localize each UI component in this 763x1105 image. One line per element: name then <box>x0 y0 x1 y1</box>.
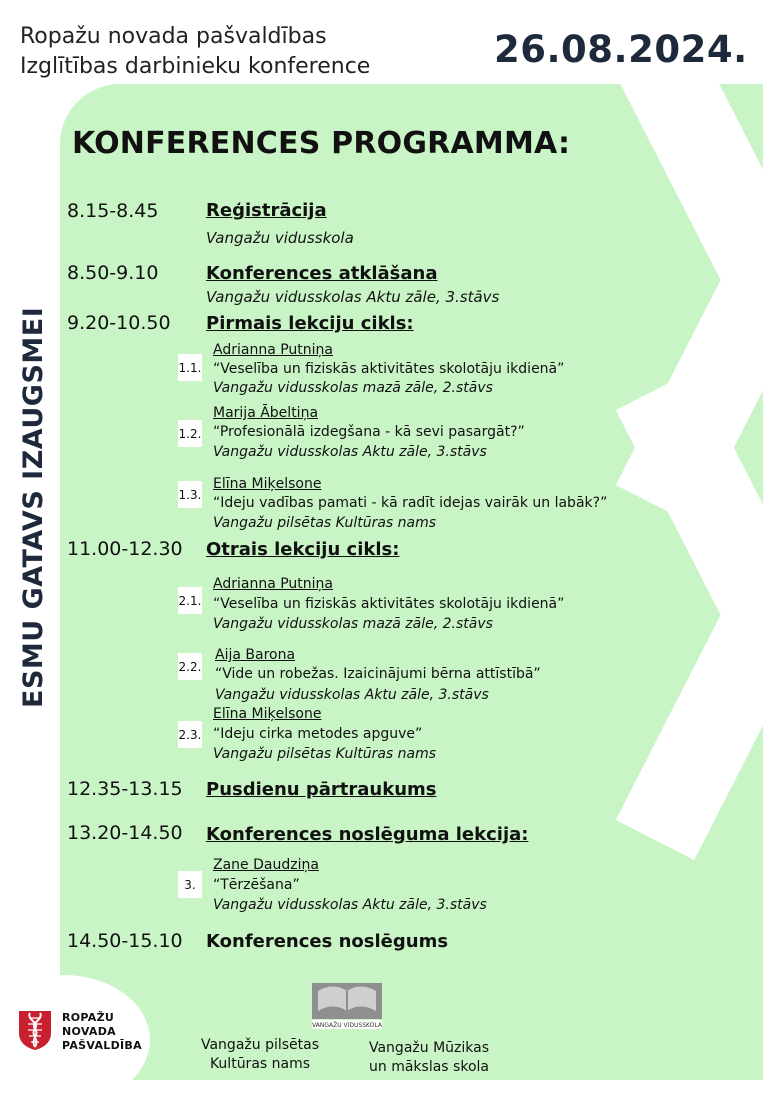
lecture-speaker: Elīna Miķelsone <box>213 706 322 722</box>
partner-2-line-2: un mākslas skola <box>369 1059 489 1075</box>
lecture-location: Vangažu vidusskolas Aktu zāle, 3.stāvs <box>213 444 487 460</box>
municipality-crest-icon <box>17 1009 53 1051</box>
session-title: Otrais lekciju cikls: <box>206 539 400 560</box>
session-location: Vangažu vidusskolas Aktu zāle, 3.stāvs <box>206 288 500 306</box>
lecture-number: 2.3. <box>178 721 202 748</box>
lecture-speaker: Elīna Miķelsone <box>213 476 322 492</box>
lecture-title: “Tērzēšana” <box>213 877 300 893</box>
school-logo-text: VANGAŽU VIDUSSKOLA <box>312 1022 382 1029</box>
organizer-line-1: Ropažu novada pašvaldības <box>20 24 327 49</box>
session-title: Konferences atklāšana <box>206 263 438 284</box>
session-location: Vangažu vidusskola <box>206 229 354 247</box>
lecture-number: 1.2. <box>178 420 202 447</box>
session-title: Konferences noslēguma lekcija: <box>206 824 529 845</box>
lecture-number: 3. <box>178 871 202 898</box>
session-title: Pusdienu pārtraukums <box>206 779 437 800</box>
session-title: Konferences noslēgums <box>206 931 449 952</box>
organizer-line-2: Izglītības darbinieku konference <box>20 54 371 79</box>
lecture-title: “Ideju cirka metodes apguve” <box>213 726 423 742</box>
time-slot: 9.20-10.50 <box>67 312 171 334</box>
lecture-title: “Vide un robežas. Izaicinājumi bērna attīstībā” <box>215 666 541 682</box>
lecture-location: Vangažu vidusskolas Aktu zāle, 3.stāvs <box>215 687 489 703</box>
partner-1-line-2: Kultūras nams <box>209 1056 311 1072</box>
session-title: Reģistrācija <box>206 200 327 221</box>
lecture-number: 2.2. <box>178 653 202 680</box>
municipality-line-2: NOVADA <box>62 1025 116 1038</box>
lecture-speaker: Marija Ābeltiņa <box>213 405 319 421</box>
lecture-title: “Veselība un fiziskās aktivitātes skolotāju ikdienā” <box>213 596 565 612</box>
lecture-number: 1.3. <box>178 481 202 508</box>
partner-2-line-1: Vangažu Mūzikas <box>368 1040 489 1056</box>
lecture-title: “Profesionālā izdegšana - kā sevi pasargāt?” <box>213 424 525 440</box>
lecture-location: Vangažu vidusskolas mazā zāle, 2.stāvs <box>213 380 493 396</box>
lecture-number: 2.1. <box>178 587 202 614</box>
time-slot: 8.50-9.10 <box>67 262 159 284</box>
organizer-heading <box>20 22 370 82</box>
time-slot: 12.35-13.15 <box>67 778 183 800</box>
lecture-speaker: Adrianna Putniņa <box>213 342 333 358</box>
lecture-location: Vangažu pilsētas Kultūras nams <box>213 746 437 762</box>
lecture-speaker: Zane Daudziņa <box>213 857 319 873</box>
lecture-location: Vangažu vidusskolas mazā zāle, 2.stāvs <box>213 616 493 632</box>
time-slot: 11.00-12.30 <box>67 538 183 560</box>
lecture-speaker: Adrianna Putniņa <box>213 576 333 592</box>
program-title: KONFERENCES PROGRAMMA: <box>72 126 571 161</box>
time-slot: 13.20-14.50 <box>67 822 183 844</box>
partner-music-art-school <box>359 1039 499 1077</box>
municipality-line-1: ROPAŽU <box>62 1011 115 1024</box>
side-slogan: ESMU GATAVS IZAUGSMEI <box>18 306 49 708</box>
partner-culture-house <box>193 1036 327 1074</box>
partner-1-line-1: Vangažu pilsētas <box>200 1037 319 1053</box>
lecture-title: “Ideju vadības pamati - kā radīt idejas vairāk un labāk?” <box>213 495 608 511</box>
time-slot: 14.50-15.10 <box>67 930 183 952</box>
lecture-location: Vangažu vidusskolas Aktu zāle, 3.stāvs <box>213 897 487 913</box>
municipality-name <box>62 1011 142 1053</box>
conference-date: 26.08.2024. <box>494 28 748 71</box>
lecture-number: 1.1. <box>178 354 202 381</box>
session-title: Pirmais lekciju cikls: <box>206 313 414 334</box>
lecture-location: Vangažu pilsētas Kultūras nams <box>213 515 437 531</box>
school-book-logo-icon <box>312 983 382 1029</box>
lecture-speaker: Aija Barona <box>215 647 296 663</box>
time-slot: 8.15-8.45 <box>67 200 159 222</box>
municipality-line-3: PAŠVALDĪBA <box>62 1039 142 1052</box>
lecture-title: “Veselība un fiziskās aktivitātes skolotāju ikdienā” <box>213 361 565 377</box>
